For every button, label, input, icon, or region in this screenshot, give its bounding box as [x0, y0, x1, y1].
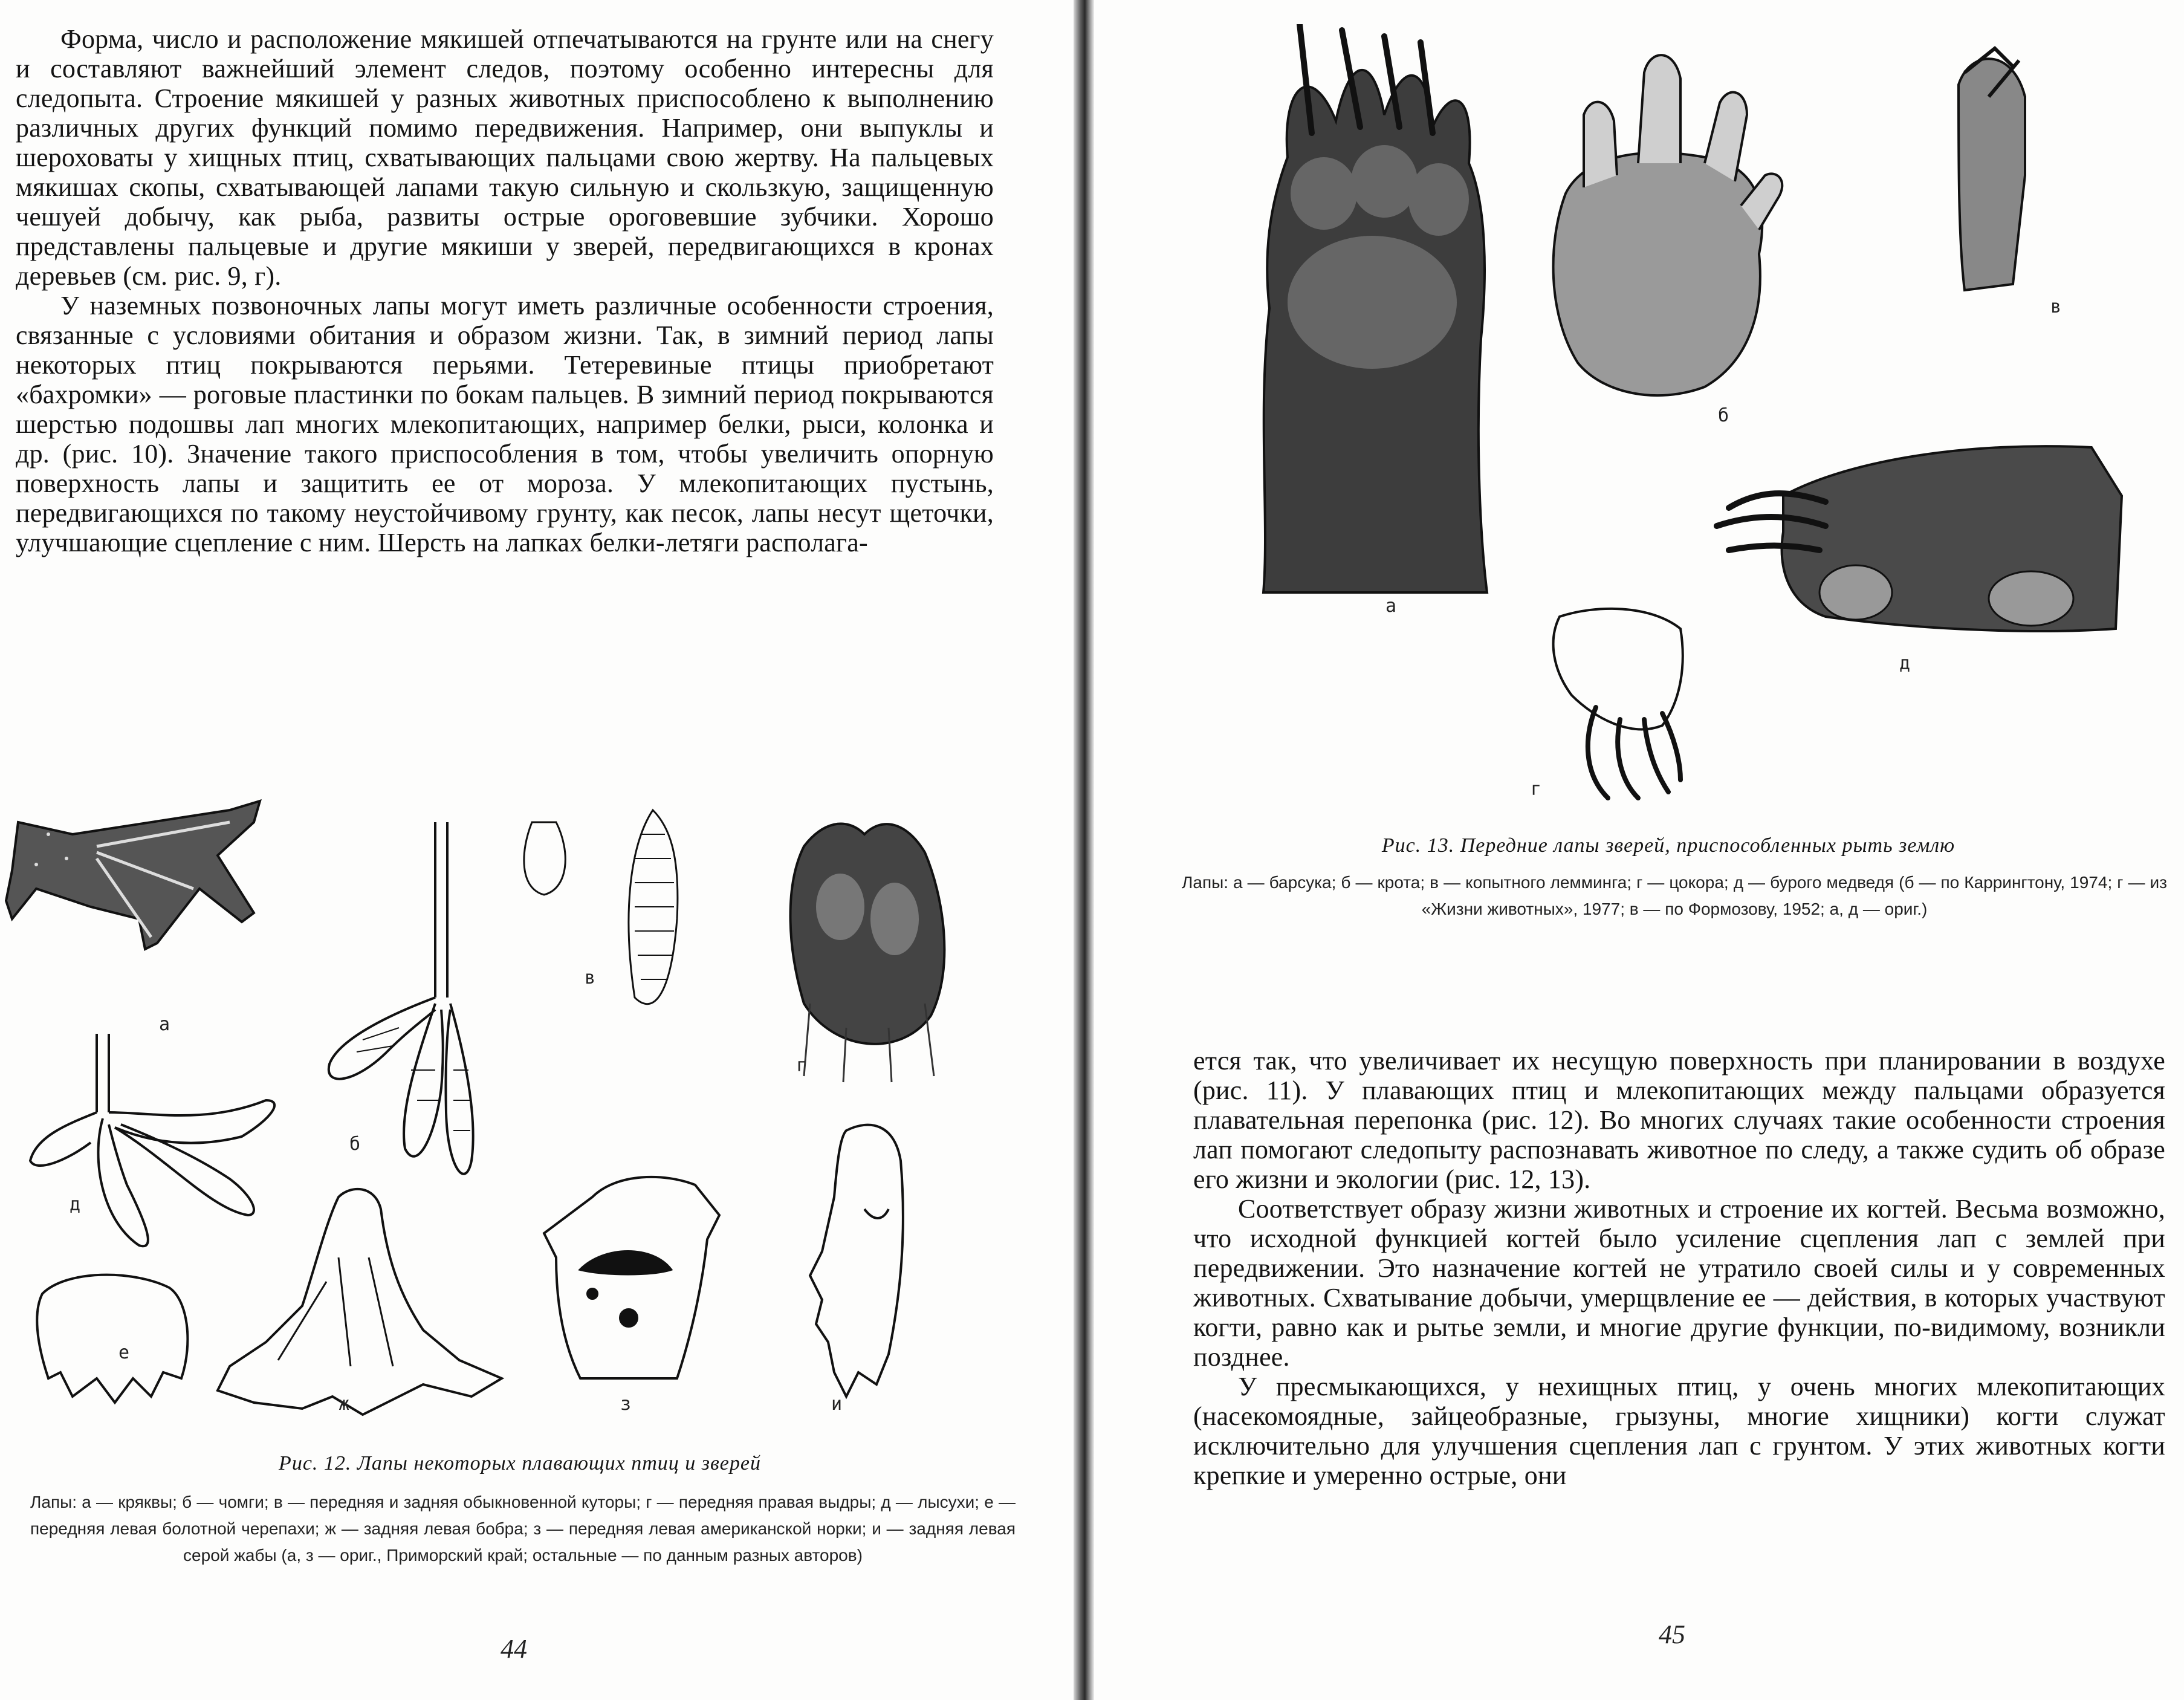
figure-13-letter-g: г [1531, 779, 1542, 800]
right-page-text [1193, 1046, 2165, 1490]
grebe-foot-drawing [329, 822, 473, 1174]
figure-12-letter-b: б [349, 1134, 361, 1155]
coot-foot-drawing [30, 1034, 274, 1246]
toad-foot-drawing [810, 1125, 903, 1397]
water-shrew-feet-drawing [524, 810, 678, 1004]
figure-12-illustrations [0, 798, 1040, 1433]
figure-12-letter-g: г [796, 1055, 808, 1076]
right-page-number: 45 [1659, 1620, 1685, 1649]
right-paragraph-3: У пресмыкающихся, у нехищных птиц, у очень многих млекопитающих (насекомоядные, зайцеобразные, грызуны, многие хищники) когти служат исключительно для улучшения сцепления лап с грунтом. У этих животных когти крепкие и умеренно острые, они [1193, 1372, 2165, 1490]
right-paragraph-1: ется так, что увеличивает их несущую поверхность при планировании в воздухе (рис. 11). У плавающих птиц и млекопитающих между пальцами образуется плавательная перепонка (рис. 12). Во многих случаях такие особенности строения лап помогают следопыту распознавать животное по следу, а также судить об образе его жизни и экологии (рис. 12, 13). [1193, 1046, 2165, 1194]
bear-paw-drawing [1717, 446, 2122, 631]
figure-13-illustrations [1245, 24, 2134, 816]
figure-13-caption-title: Рис. 13. Передние лапы зверей, приспособленных рыть землю [1381, 834, 1956, 857]
zokor-paw-drawing [1554, 609, 1683, 798]
figure-12-drawing [0, 798, 1040, 1433]
figure-12-caption-title: Рис. 12. Лапы некоторых плавающих птиц и зверей [279, 1452, 761, 1475]
left-paragraph-2: У наземных позвоночных лапы могут иметь различные особенности строения, связанные с условиями обитания и образом жизни. Так, в зимний период лапы некоторых птиц покрываются перьями. Тетеревиные птицы приобретают «бахромки» — роговые пластинки по бокам пальцев. В зимний период покрываются шерстью подошвы лап многих млекопитающих, например белки, рыси, колонка и др. (рис. 10). Значение такого приспособления в том, чтобы увеличить опорную поверхность лапы и защитить ее от мороза. У млекопитающих пустынь, передвигающихся по такому неустойчивому грунту, как песок, лапы несут щеточки, улучшающие сцепление с ним. Шерсть на лапках белки-летяги располага- [16, 291, 994, 557]
figure-12-letter-z: з [620, 1393, 632, 1415]
left-page-number: 44 [501, 1634, 527, 1664]
figure-12-letter-v: в [585, 967, 596, 988]
figure-12-letter-d: д [70, 1194, 81, 1215]
beaver-foot-drawing [218, 1189, 502, 1415]
left-page-text [16, 24, 994, 557]
figure-13-letter-b: б [1718, 405, 1729, 426]
figure-13-letter-a: а [1385, 595, 1397, 617]
mole-paw-drawing [1554, 55, 1783, 395]
figure-12-caption-body: Лапы: а — кряквы; б — чомги; в — передняя и задняя обыкновенной куторы; г — передняя правая выдры; д — лысухи; е — передняя левая болотной черепахи; ж — задняя левая бобра; з — передняя левая американской норки; и — задняя левая серой жабы (а, з — ориг., Приморский край; остальные — по данным разных авторов) [30, 1493, 1016, 1565]
figure-12-letter-i: и [831, 1393, 843, 1415]
turtle-foot-drawing [37, 1275, 187, 1403]
figure-12-letter-e: е [118, 1342, 130, 1363]
figure-13-letter-d: д [1899, 653, 1911, 674]
book-gutter [1074, 0, 1094, 1700]
right-page [1094, 0, 2184, 1700]
figure-12-letter-zh: ж [339, 1393, 350, 1415]
mallard-foot-drawing [6, 801, 260, 949]
figure-12-letter-a: а [159, 1014, 170, 1035]
otter-paw-drawing [791, 824, 945, 1082]
figure-13-caption-body: Лапы: а — барсука; б — крота; в — копытного лемминга; г — цокора; д — бурого медведя (б — по Каррингтону, 1974; г — из «Жизни животных», 1977; в — по Формозову, 1952; а, д — ориг.) [1182, 873, 2167, 918]
figure-13-letter-v: в [2050, 296, 2062, 317]
left-paragraph-1: Форма, число и расположение мякишей отпечатываются на грунте или на снегу и составляют важнейший элемент следов, поэтому особенно интересны для следопыта. Строение мякишей у разных животных приспособлено к выполнению различных других функций помимо передвижения. Например, они выпуклы и шероховаты у хищных птиц, схватывающих пальцами свою жертву. На пальцевых мякишах скопы, схватывающей лапами такую сильную и скользкую, защищенную чешуей добычу, как рыба, развиты острые ороговевшие зубчики. Хорошо представлены пальцевые и другие мякиши у зверей, передвигающихся в кронах деревьев (см. рис. 9, г). [16, 24, 994, 291]
figure-13-drawing [1245, 24, 2134, 816]
left-page [0, 0, 1074, 1700]
right-paragraph-2: Соответствует образу жизни животных и строение их когтей. Весьма возможно, что исходной функцией когтей было усиление сцепления лап с землей при передвижении. Это назначение когтей не утратило своей силы и у современных животных. Схватывание добычи, умерщвление ее — действия, в которых участвуют когти, равно как и рытье земли, и многие другие функции, по-видимому, возникли позднее. [1193, 1194, 2165, 1372]
badger-paw-drawing [1263, 24, 1487, 592]
lemming-paw-drawing [1959, 48, 2025, 290]
mink-paw-drawing [544, 1177, 719, 1378]
